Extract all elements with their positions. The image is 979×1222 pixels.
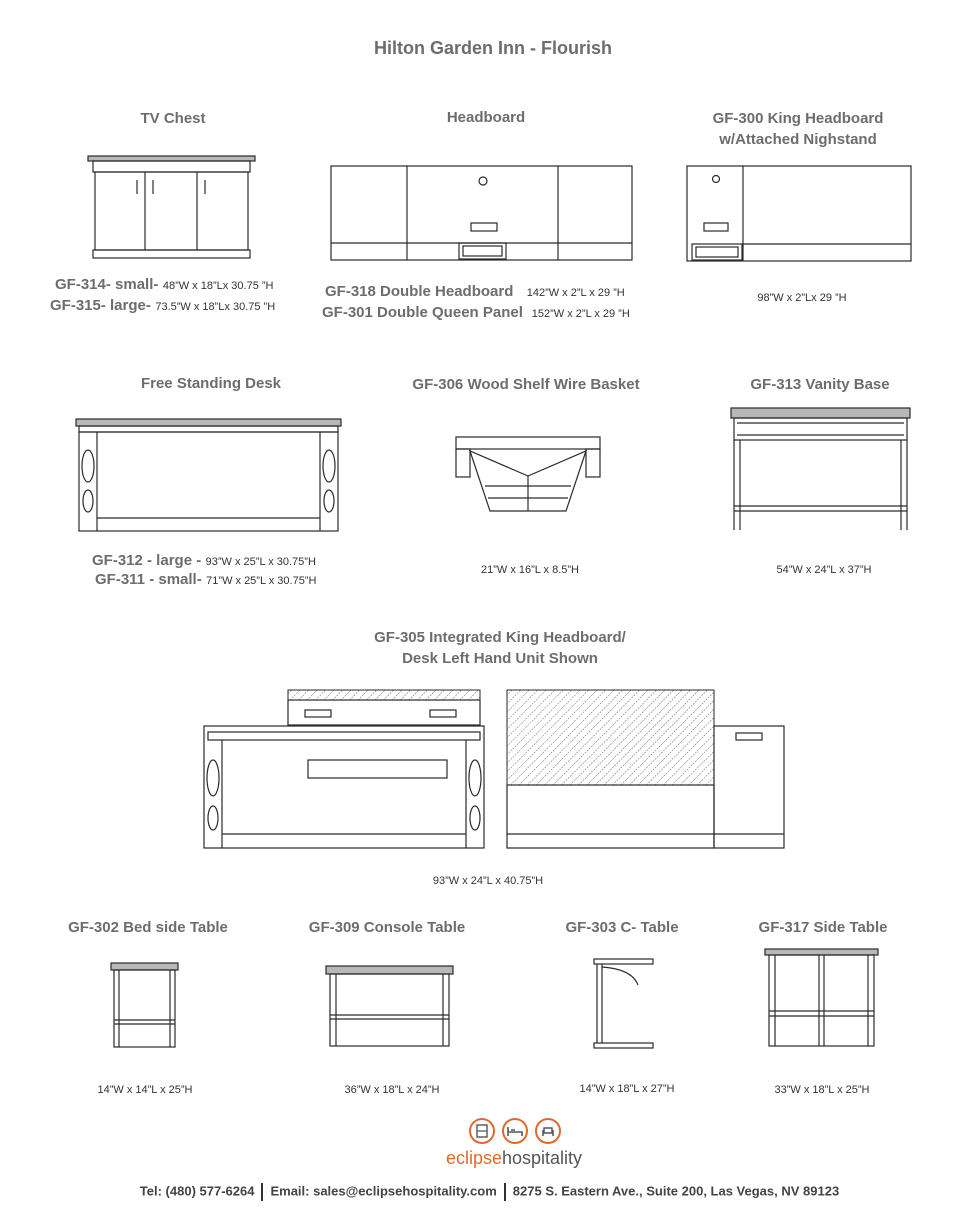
gf306-title: GF-306 Wood Shelf Wire Basket (412, 376, 640, 393)
gf317-drawing (764, 948, 882, 1049)
gf306-dims: 21”W x 16”L x 8.5”H (480, 564, 579, 576)
tv-chest-spec: GF-314- small- 48”W x 18”Lx 30.75 ”H GF-315- large- 73.5”W x 18”Lx 30.75 ”H (50, 276, 276, 314)
bed-icon (501, 1117, 529, 1145)
gf305-drawing (200, 688, 790, 853)
desk-title: Free Standing Desk (140, 375, 282, 392)
footer-email: Email: sales@eclipsehospitality.com (270, 1183, 497, 1199)
headboard-title: Headboard (446, 109, 526, 126)
footer-address: 8275 S. Eastern Ave., Suite 200, Las Vegas, NV 89123 (512, 1183, 840, 1199)
gf300-title: GF-300 King Headboard w/Attached Nighstand (712, 110, 884, 148)
gf313-title: GF-313 Vanity Base (750, 376, 890, 393)
gf309-dims: 36”W x 18”L x 24”H (344, 1084, 440, 1096)
gf305-title: GF-305 Integrated King Headboard/ Desk Left Hand Unit Shown (374, 629, 626, 667)
gf313-dims: 54”W x 24”L x 37”H (776, 564, 872, 576)
tv-chest-drawing (85, 154, 260, 264)
gf302-title: GF-302 Bed side Table (68, 919, 228, 936)
desk-spec: GF-312 - large - 93”W x 25”L x 30.75”H GF-311 - small- 71”W x 25”L x 30.75”H (92, 552, 317, 588)
footer-tel: Tel: (480) 577-6264 (139, 1183, 255, 1199)
gf302-drawing (109, 962, 181, 1050)
tv-chest-title: TV Chest (140, 110, 206, 127)
desk-drawing (73, 418, 345, 536)
gf300-drawing (686, 165, 916, 265)
armchair-icon (534, 1117, 562, 1145)
headboard-spec: GF-318 Double Headboard 142”W x 2”L x 29 ”H GF-301 Double Queen Panel 152”W x 2”L x 29 ”H (322, 283, 630, 321)
gf306-drawing (455, 436, 603, 516)
contact-footer (0, 1183, 979, 1201)
gf300-dims: 98”W x 2”Lx 29 ”H (757, 292, 847, 304)
gf317-title: GF-317 Side Table (758, 919, 888, 936)
brand-logo (468, 1117, 564, 1145)
headboard-drawing (330, 165, 635, 265)
footer-divider (504, 1183, 506, 1201)
gf317-dims: 33”W x 18”L x 25”H (774, 1084, 870, 1096)
gf303-dims: 14”W x 18”L x 27”H (579, 1083, 675, 1095)
gf303-title: GF-303 C- Table (565, 919, 679, 936)
gf302-dims: 14”W x 14”L x 25”H (97, 1084, 193, 1096)
gf305-dims: 93”W x 24”L x 40.75”H (432, 875, 544, 887)
page-title: Hilton Garden Inn - Flourish (374, 38, 612, 58)
brand-name: eclipsehospitality (445, 1148, 583, 1168)
footer-divider (261, 1183, 263, 1201)
gf309-drawing (325, 965, 457, 1050)
gf313-drawing (729, 407, 914, 532)
nightstand-icon (468, 1117, 496, 1145)
gf303-drawing (592, 957, 656, 1050)
gf309-title: GF-309 Console Table (308, 919, 466, 936)
